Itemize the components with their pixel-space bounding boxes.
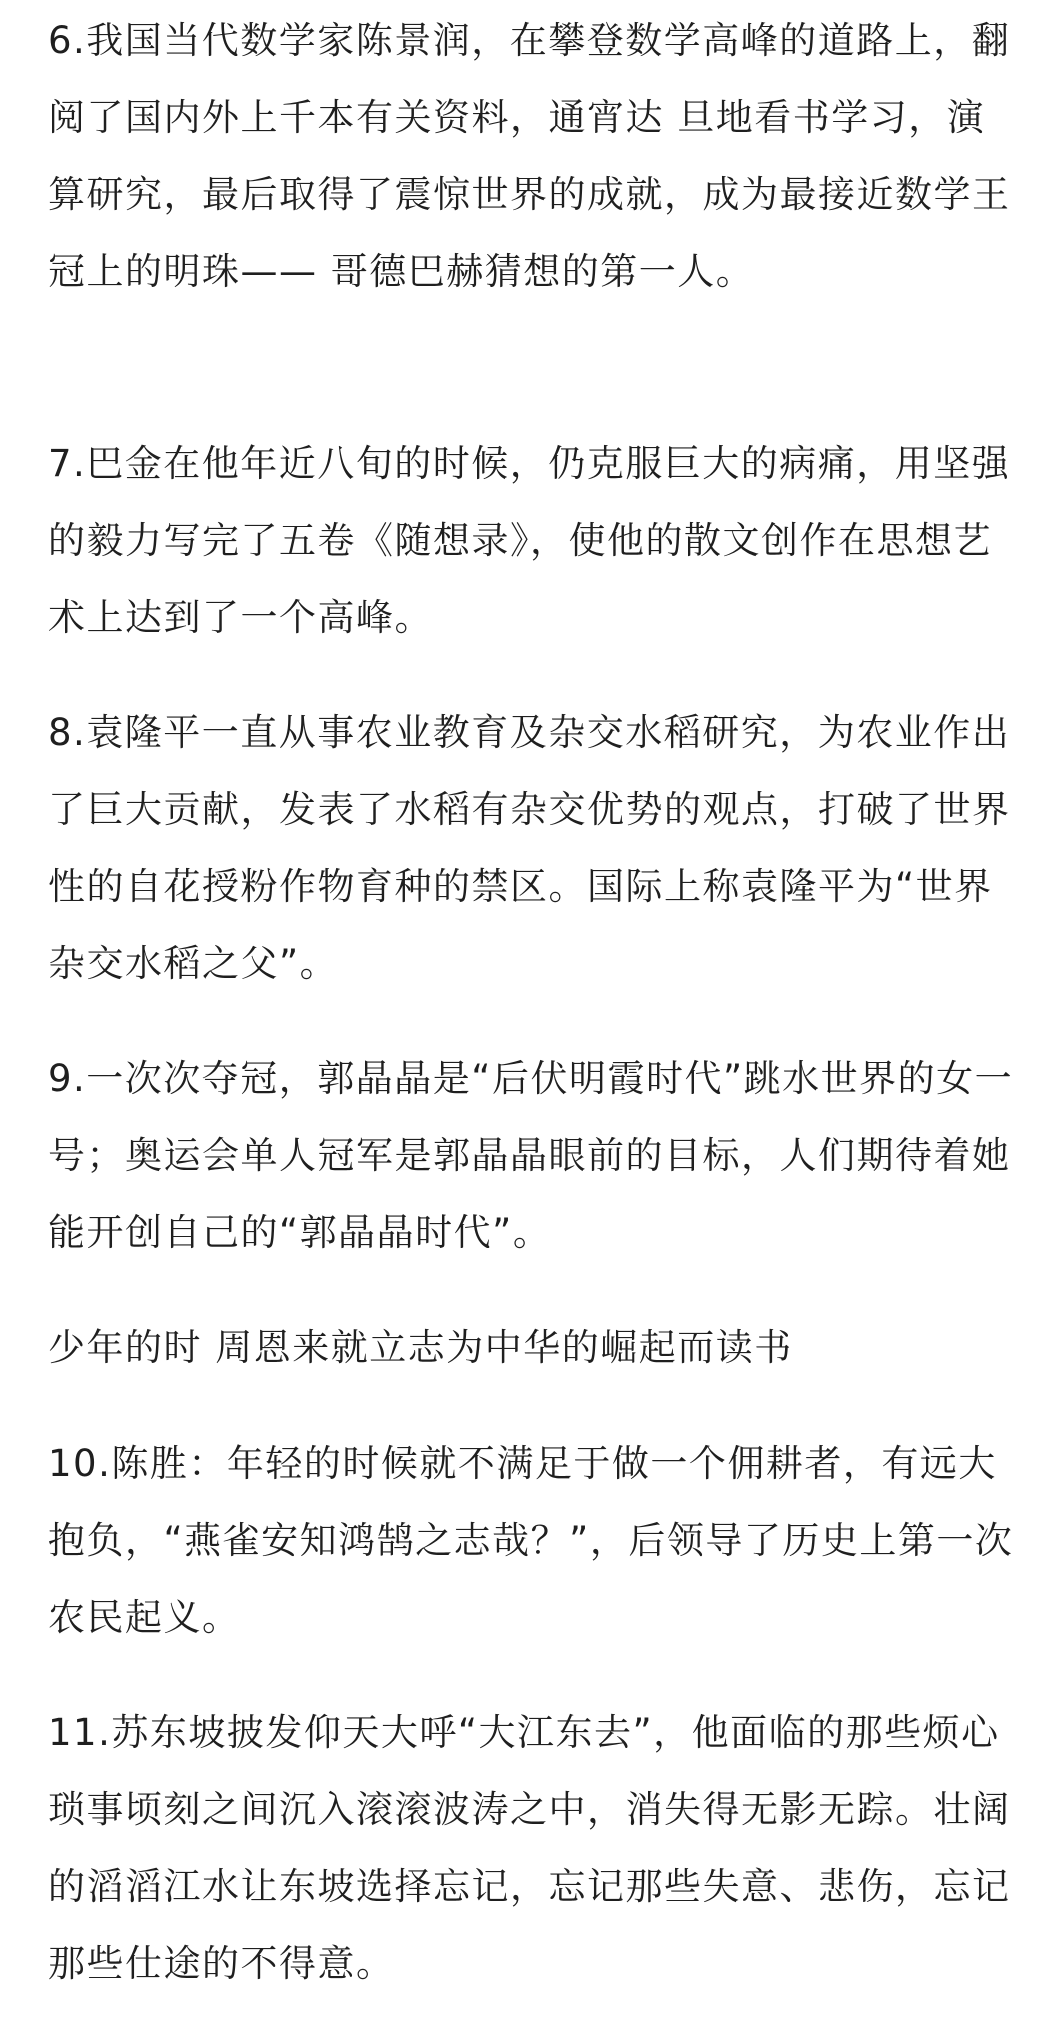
paragraph-6-chen-jingrun: 6.我国当代数学家陈景润，在攀登数学高峰的道路上，翻阅了国内外上千本有关资料，通宵达 旦地看书学习，演算研究，最后取得了震惊世界的成就，成为最接近数学王冠上的明珠—— 哥德巴赫猜想的第一人。 (48, 19, 1011, 293)
paragraph-7-ba-jin: 7.巴金在他年近八旬的时候，仍克服巨大的病痛，用坚强的毅力写完了五卷《随想录》，使他的散文创作在思想艺术上达到了一个高峰。 (48, 442, 1011, 639)
paragraph-8-yuan-longping: 8.袁隆平一直从事农业教育及杂交水稻研究，为农业作出了巨大贡献，发表了水稻有杂交优势的观点，打破了世界性的自花授粉作物育种的禁区。国际上称袁隆平为“世界杂交水稻之父”。 (48, 711, 1011, 985)
paragraph-zhou-enlai: 少年的时 周恩来就立志为中华的崛起而读书 (48, 1326, 793, 1369)
paragraph-11-su-dongpo: 11.苏东坡披发仰天大呼“大江东去”，他面临的那些烦心琐事顷刻之间沉入滚滚波涛之中，消失得无影无踪。壮阔的滔滔江水让东坡选择忘记，忘记那些失意、悲伤，忘记那些仕途的不得意。 (48, 1711, 1011, 1985)
paragraph-10-chen-sheng: 10.陈胜：年轻的时候就不满足于做一个佣耕者，有远大抱负，“燕雀安知鸿鹄之志哉？”，后领导了历史上第一次农民起义。 (48, 1442, 1014, 1639)
paragraph-9-guo-jingjing: 9.一次次夺冠，郭晶晶是“后伏明霞时代”跳水世界的女一号；奥运会单人冠军是郭晶晶眼前的目标，人们期待着她能开创自己的“郭晶晶时代”。 (48, 1057, 1014, 1254)
